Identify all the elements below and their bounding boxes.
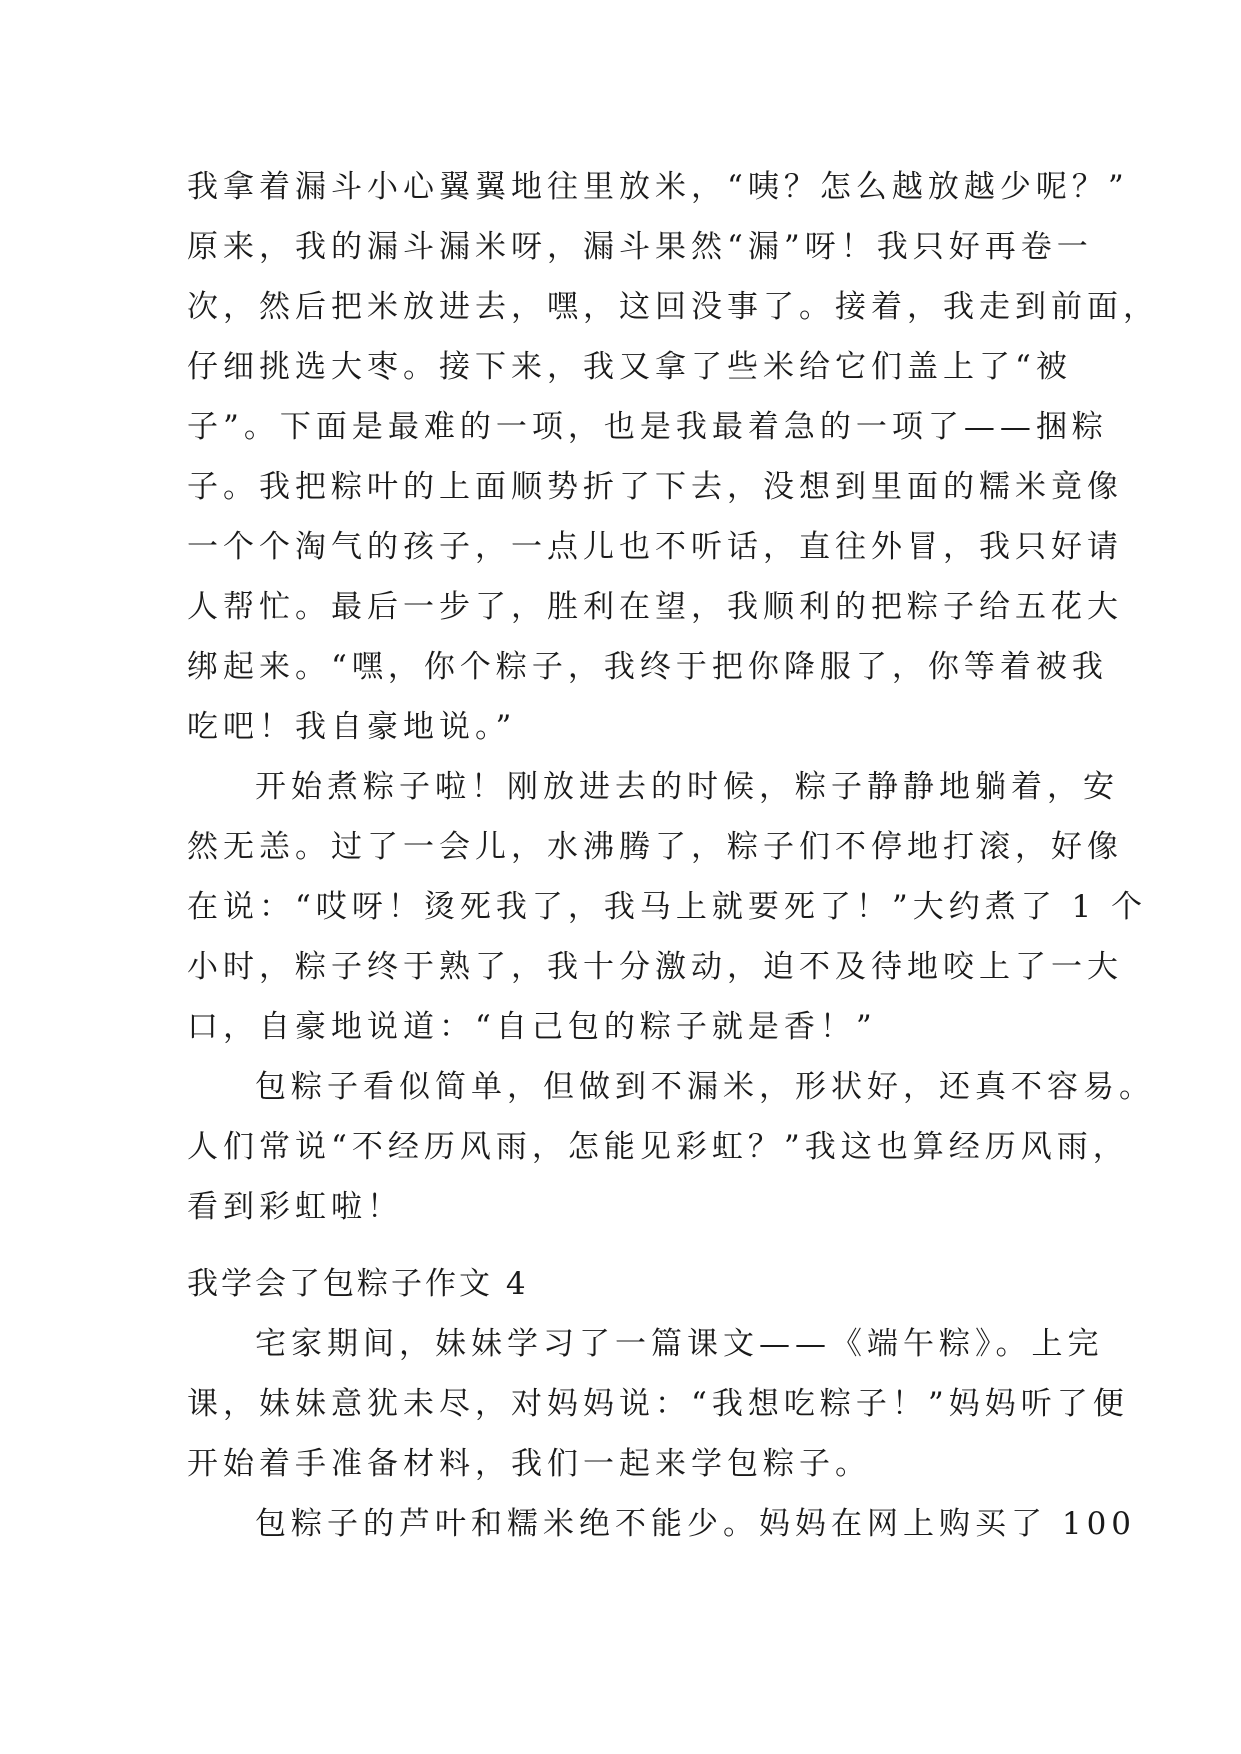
- text-line: 在说：“哎呀！烫死我了，我马上就要死了！”大约煮了 1 个: [187, 889, 1148, 925]
- essay-4: [187, 1254, 1137, 1554]
- text-line: 一个个淘气的孩子，一点儿也不听话，直往外冒，我只好请: [187, 529, 1123, 565]
- text-line: 仔细挑选大枣。接下来，我又拿了些米给它们盖上了“被: [187, 349, 1072, 385]
- text-line: 人们常说“不经历风雨，怎能见彩虹？”我这也算经历风雨，: [187, 1129, 1129, 1165]
- text-line: 我拿着漏斗小心翼翼地往里放米，“咦？怎么越放越少呢？”: [187, 169, 1129, 205]
- text-line: 包粽子的芦叶和糯米绝不能少。妈妈在网上购买了 100: [255, 1506, 1137, 1542]
- essay-3-continuation: [187, 157, 1159, 1237]
- text-line: 包粽子看似简单，但做到不漏米，形状好，还真不容易。: [255, 1069, 1155, 1105]
- text-line: 口，自豪地说道：“自己包的粽子就是香！”: [187, 1009, 877, 1045]
- essay-title: 我学会了包粽子作文 4: [187, 1266, 529, 1302]
- text-line: 小时，粽子终于熟了，我十分激动，迫不及待地咬上了一大: [187, 949, 1123, 985]
- text-line: 原来，我的漏斗漏米呀，漏斗果然“漏”呀！我只好再卷一: [187, 229, 1093, 265]
- text-line: 然无恙。过了一会儿，水沸腾了，粽子们不停地打滚，好像: [187, 829, 1123, 865]
- paragraph: [187, 1314, 1129, 1494]
- text-line: 开始煮粽子啦！刚放进去的时候，粽子静静地躺着，安: [255, 769, 1119, 805]
- text-line: 课，妹妹意犹未尽，对妈妈说：“我想吃粽子！”妈妈听了便: [187, 1386, 1129, 1422]
- text-line: 子”。下面是最难的一项，也是我最着急的一项了——捆粽: [187, 409, 1108, 445]
- text-line: 看到彩虹啦！: [187, 1189, 403, 1225]
- text-line: 绑起来。“嘿，你个粽子，我终于把你降服了，你等着被我: [187, 649, 1108, 685]
- paragraph: [187, 757, 1148, 1057]
- text-line: 宅家期间，妹妹学习了一篇课文——《端午粽》。上完: [255, 1326, 1104, 1362]
- paragraph: [187, 157, 1159, 757]
- paragraph: [187, 1494, 1137, 1554]
- text-line: 吃吧！我自豪地说。”: [187, 709, 517, 745]
- text-line: 开始着手准备材料，我们一起来学包粽子。: [187, 1446, 871, 1482]
- text-line: 人帮忙。最后一步了，胜利在望，我顺利的把粽子给五花大: [187, 589, 1123, 625]
- text-line: 子。我把粽叶的上面顺势折了下去，没想到里面的糯米竟像: [187, 469, 1123, 505]
- text-line: 次，然后把米放进去，嘿，这回没事了。接着，我走到前面，: [187, 289, 1159, 325]
- paragraph: [187, 1057, 1155, 1237]
